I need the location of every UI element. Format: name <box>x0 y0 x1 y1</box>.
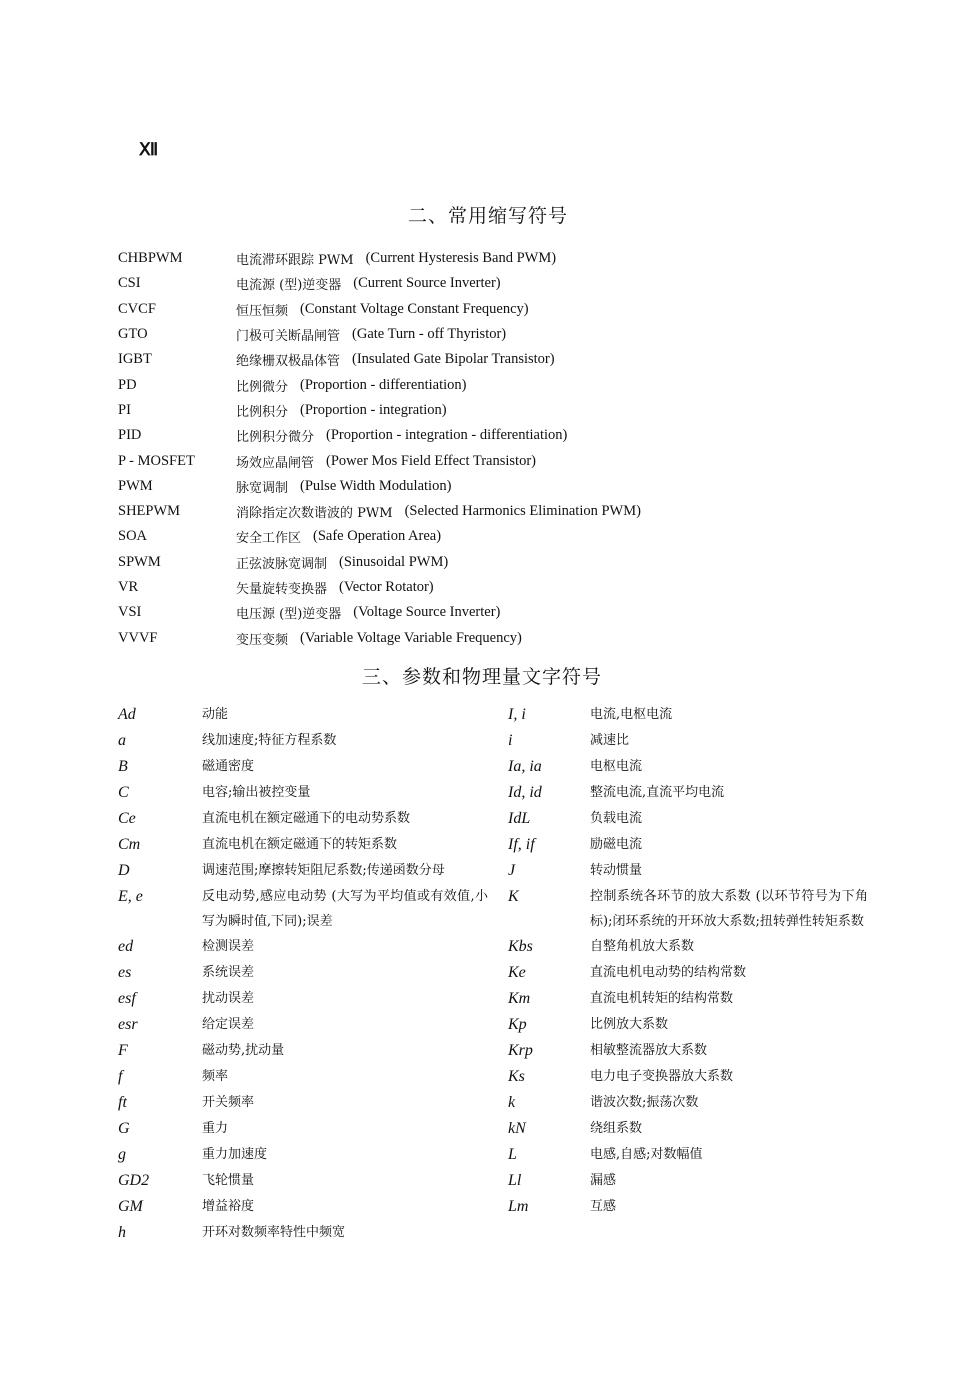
symbol: Kbs <box>508 937 533 955</box>
symbol: Ad <box>118 706 136 723</box>
abbreviation-chinese: 比例微分 <box>236 379 289 395</box>
abbreviation-chinese: 变压变频 <box>236 632 289 648</box>
symbol-row <box>508 1091 868 1117</box>
abbreviation-chinese: 脉宽调制 <box>236 480 289 496</box>
symbol-row <box>118 1143 488 1169</box>
symbol-row <box>508 1117 868 1143</box>
section-title-abbreviations: 二、常用缩写符号 <box>408 205 569 227</box>
abbreviation-code: VR <box>118 579 139 595</box>
symbol-description: 重力加速度 <box>202 1146 268 1162</box>
symbol-row <box>508 987 868 1013</box>
symbol-description: 绕组系数 <box>590 1120 643 1136</box>
symbol-row <box>118 833 488 859</box>
symbol-row <box>508 1169 868 1195</box>
symbol-row <box>118 885 488 934</box>
abbreviation-row <box>118 550 878 575</box>
abbreviation-english: (Power Mos Field Effect Transistor) <box>326 452 536 469</box>
symbol-description: 开关频率 <box>202 1094 255 1110</box>
symbol: Krp <box>508 1041 533 1059</box>
symbol: Ia, ia <box>508 758 542 775</box>
symbol: C <box>118 784 129 801</box>
abbreviation-row <box>118 271 878 296</box>
symbol: esf <box>118 989 136 1007</box>
symbol-description: 频率 <box>202 1068 229 1084</box>
symbol-description: 线加速度;特征方程系数 <box>202 733 337 748</box>
symbol-description: 飞轮惯量 <box>202 1172 255 1188</box>
symbol-description: 电容;输出被控变量 <box>202 785 311 800</box>
abbreviation-code: PI <box>118 401 131 418</box>
symbol-row <box>118 961 488 987</box>
symbol-row <box>508 885 868 934</box>
symbol-row <box>118 1091 488 1117</box>
symbol-description: 整流电流,直流平均电流 <box>590 785 725 800</box>
abbreviation-code: IGBT <box>118 351 152 368</box>
abbreviation-row <box>118 575 878 600</box>
symbol-row <box>508 703 868 729</box>
symbol: i <box>508 732 513 749</box>
symbol-description: 电感,自感;对数幅值 <box>590 1146 703 1162</box>
abbreviation-row <box>118 347 878 372</box>
abbreviation-code: CVCF <box>118 300 156 317</box>
symbol: h <box>118 1223 126 1241</box>
abbreviation-code: CHBPWM <box>118 250 183 267</box>
abbreviation-row <box>118 448 878 473</box>
symbol-row <box>508 1065 868 1091</box>
symbol-description: 直流电机在额定磁通下的电动势系数 <box>202 811 411 826</box>
symbol: Ce <box>118 810 136 827</box>
symbol-row <box>508 1013 868 1039</box>
symbol-description: 自整角机放大系数 <box>590 938 695 954</box>
symbol-description: 负载电流 <box>590 811 643 826</box>
symbol-description: 磁通密度 <box>202 759 255 774</box>
symbol: a <box>118 732 126 749</box>
symbol: g <box>118 1145 126 1163</box>
symbol-row <box>118 807 488 833</box>
symbol-list-left <box>118 703 488 1247</box>
symbol-description: 电力电子变换器放大系数 <box>590 1068 734 1084</box>
symbol-description: 开环对数频率特性中频宽 <box>202 1224 346 1240</box>
symbol: Km <box>508 989 531 1007</box>
page-number: Ⅻ <box>139 140 158 159</box>
symbol: K <box>508 888 519 905</box>
abbreviation-english: (Vector Rotator) <box>339 579 434 595</box>
abbreviation-chinese: 安全工作区 <box>236 531 302 547</box>
symbol-description: 互感 <box>590 1198 617 1214</box>
symbol-row <box>508 1039 868 1065</box>
abbreviation-row <box>118 499 878 524</box>
symbol-row <box>118 859 488 885</box>
abbreviation-chinese: 比例积分微分 <box>236 430 315 446</box>
symbol-row <box>508 755 868 781</box>
abbreviation-row <box>118 398 878 423</box>
symbol-description: 漏感 <box>590 1172 617 1188</box>
abbreviation-chinese: 场效应晶闸管 <box>236 455 315 471</box>
abbreviation-chinese: 比例积分 <box>236 404 289 420</box>
symbol-row <box>118 1195 488 1221</box>
abbreviation-chinese: 正弦波脉宽调制 <box>236 556 328 572</box>
symbol-description: 转动惯量 <box>590 863 643 878</box>
abbreviation-chinese: 电流源 (型)逆变器 <box>236 278 342 294</box>
symbol-row <box>118 1039 488 1065</box>
symbol: f <box>118 1067 123 1085</box>
symbol-description: 系统误差 <box>202 964 255 980</box>
symbol-row <box>508 935 868 961</box>
abbreviation-english: (Constant Voltage Constant Frequency) <box>300 300 529 317</box>
abbreviation-english: (Proportion - integration) <box>300 401 447 418</box>
abbreviation-english: (Current Source Inverter) <box>353 275 501 292</box>
symbol-row <box>118 1117 488 1143</box>
abbreviation-chinese: 消除指定次数谐波的 PWM <box>236 506 393 522</box>
abbreviation-english: (Proportion - integration - differentiation) <box>326 427 568 444</box>
abbreviation-english: (Proportion - differentiation) <box>300 376 467 393</box>
symbol: E, e <box>118 888 143 905</box>
symbol-description: 相敏整流器放大系数 <box>590 1042 708 1058</box>
symbol: k <box>508 1093 516 1111</box>
abbreviation-row <box>118 322 878 347</box>
symbol: Ke <box>508 963 526 981</box>
abbreviation-chinese: 恒压恒频 <box>236 303 289 319</box>
symbol-row <box>118 781 488 807</box>
symbol-description: 给定误差 <box>202 1016 255 1032</box>
abbreviation-code: VSI <box>118 604 142 621</box>
abbreviation-english: (Current Hysteresis Band PWM) <box>365 250 557 267</box>
symbol: L <box>508 1145 517 1163</box>
symbol: D <box>118 862 130 879</box>
symbol: Ll <box>508 1171 522 1189</box>
abbreviation-row <box>118 474 878 499</box>
symbol: kN <box>508 1119 526 1137</box>
symbol: Ks <box>508 1067 525 1085</box>
abbreviation-chinese: 绝缘栅双极晶体管 <box>236 354 341 370</box>
abbreviation-code: SOA <box>118 528 148 545</box>
abbreviation-chinese: 矢量旋转变换器 <box>236 582 328 597</box>
abbreviation-row <box>118 625 878 650</box>
symbol-description: 直流电机转矩的结构常数 <box>590 990 734 1006</box>
abbreviation-english: (Gate Turn - off Thyristor) <box>352 326 507 343</box>
symbol: GD2 <box>118 1171 150 1189</box>
abbreviation-code: P - MOSFET <box>118 452 195 469</box>
symbol-row <box>508 961 868 987</box>
symbol-description: 反电动势,感应电动势 (大写为平均值或有效值,小写为瞬时值,下同);误差 <box>202 889 488 929</box>
symbol: GM <box>118 1197 143 1215</box>
symbol-description: 励磁电流 <box>590 837 643 852</box>
symbol: Kp <box>508 1015 527 1033</box>
abbreviation-row <box>118 372 878 397</box>
symbol: Cm <box>118 836 141 853</box>
abbreviation-english: (Sinusoidal PWM) <box>339 553 449 570</box>
symbol-row <box>508 833 868 859</box>
symbol: Id, id <box>508 784 542 801</box>
symbol-description: 检测误差 <box>202 938 255 954</box>
symbol-description: 增益裕度 <box>202 1198 255 1214</box>
abbreviation-code: SPWM <box>118 553 161 570</box>
symbol: G <box>118 1119 130 1137</box>
abbreviation-row <box>118 600 878 625</box>
symbol-row <box>118 935 488 961</box>
symbol: If, if <box>508 836 535 853</box>
symbol-row <box>118 1065 488 1091</box>
abbreviation-list <box>118 246 878 651</box>
symbol-row <box>118 755 488 781</box>
symbol: Lm <box>508 1197 529 1215</box>
symbol: es <box>118 963 132 981</box>
symbol-row <box>508 1143 868 1169</box>
abbreviation-chinese: 电流滞环跟踪 PWM <box>236 253 354 269</box>
abbreviation-row <box>118 246 878 271</box>
symbol: ft <box>118 1093 127 1111</box>
abbreviation-english: (Safe Operation Area) <box>313 528 442 545</box>
symbol-description: 控制系统各环节的放大系数 (以环节符号为下角标);闭环系统的开环放大系数;扭转弹性转矩系数 <box>590 889 868 929</box>
symbol-row <box>118 1169 488 1195</box>
symbol-row <box>118 729 488 755</box>
symbol-description: 磁动势,扰动量 <box>202 1042 285 1058</box>
abbreviation-row <box>118 423 878 448</box>
abbreviation-english: (Selected Harmonics Elimination PWM) <box>404 503 641 520</box>
abbreviation-row <box>118 297 878 322</box>
abbreviation-code: PWM <box>118 477 153 494</box>
abbreviation-english: (Voltage Source Inverter) <box>353 604 501 621</box>
symbol-row <box>508 859 868 885</box>
symbol: IdL <box>508 810 531 827</box>
symbol-row <box>508 807 868 833</box>
abbreviation-code: VVVF <box>118 629 158 646</box>
symbol: B <box>118 758 128 775</box>
symbol-description: 谐波次数;振荡次数 <box>590 1094 699 1110</box>
abbreviation-chinese: 门极可关断晶闸管 <box>236 329 341 345</box>
symbol-list-right <box>508 703 868 1221</box>
abbreviation-code: PID <box>118 427 142 444</box>
abbreviation-english: (Insulated Gate Bipolar Transistor) <box>352 351 555 368</box>
abbreviation-code: GTO <box>118 326 148 343</box>
abbreviation-code: PD <box>118 376 137 393</box>
section-title-symbols: 三、参数和物理量文字符号 <box>362 666 603 688</box>
symbol-row <box>508 729 868 755</box>
symbol: I, i <box>508 706 526 723</box>
symbol: ed <box>118 937 134 955</box>
symbol-description: 调速范围;摩擦转矩阻尼系数;传递函数分母 <box>202 863 445 878</box>
symbol-description: 扰动误差 <box>202 990 255 1006</box>
abbreviation-row <box>118 524 878 549</box>
symbol-description: 比例放大系数 <box>590 1016 669 1032</box>
symbol-description: 动能 <box>202 707 229 722</box>
symbol-description: 直流电机在额定磁通下的转矩系数 <box>202 837 398 852</box>
symbol-row <box>118 1221 488 1247</box>
symbol-description: 重力 <box>202 1120 229 1136</box>
symbol: esr <box>118 1015 138 1033</box>
abbreviation-english: (Pulse Width Modulation) <box>300 477 452 494</box>
symbol-row <box>508 781 868 807</box>
symbol-description: 电枢电流 <box>590 759 643 774</box>
symbol-description: 直流电机电动势的结构常数 <box>590 964 747 980</box>
abbreviation-code: CSI <box>118 275 141 292</box>
symbol-description: 减速比 <box>590 733 630 748</box>
abbreviation-english: (Variable Voltage Variable Frequency) <box>300 629 522 646</box>
abbreviation-code: SHEPWM <box>118 503 181 520</box>
abbreviation-chinese: 电压源 (型)逆变器 <box>236 607 342 623</box>
symbol: J <box>508 862 516 879</box>
symbol-row <box>118 703 488 729</box>
symbol-row <box>118 987 488 1013</box>
symbol-description: 电流,电枢电流 <box>590 707 673 722</box>
symbol: F <box>118 1041 128 1059</box>
symbol-row <box>118 1013 488 1039</box>
symbol-row <box>508 1195 868 1221</box>
